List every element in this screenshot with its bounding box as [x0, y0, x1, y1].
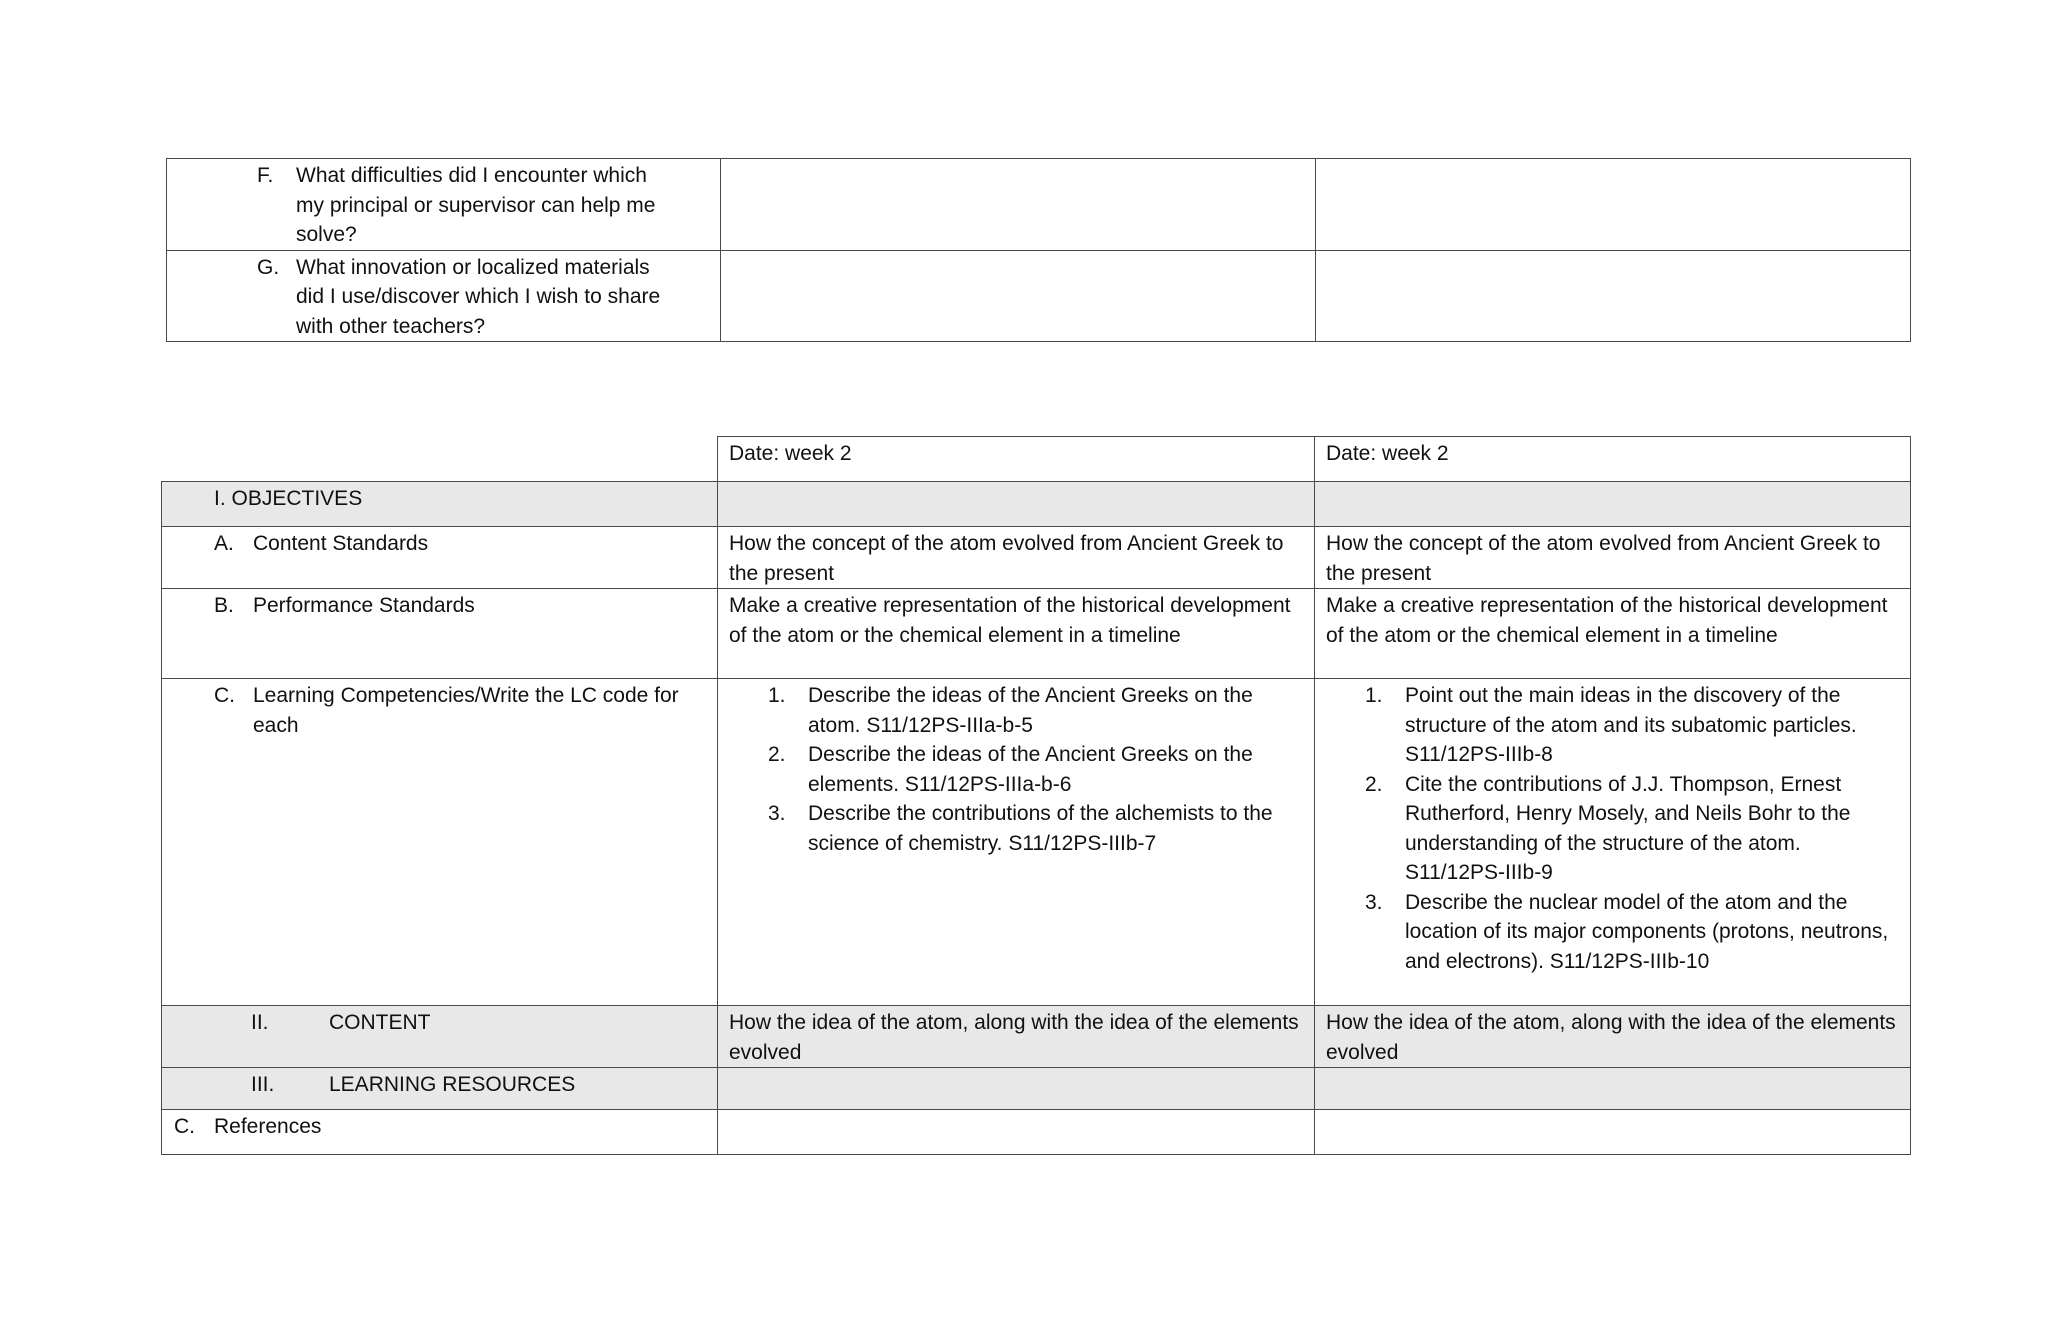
- date-header-row: [162, 437, 1911, 482]
- reflection-answer-cell[interactable]: [1316, 159, 1911, 251]
- list-item: [768, 740, 1303, 799]
- learning-competencies-label-cell: [162, 679, 718, 1006]
- date-cell: Date: week 2: [1315, 437, 1911, 482]
- content-standards-label-cell: [162, 527, 718, 589]
- objectives-cell[interactable]: [718, 482, 1315, 527]
- learning-competencies-cell: [718, 679, 1315, 1006]
- content-cell: How the idea of the atom, along with the idea of the elements evolved: [1315, 1006, 1911, 1068]
- learning-resources-label-cell: [162, 1068, 718, 1110]
- list-number: 1.: [768, 684, 786, 707]
- list-number: 3.: [1365, 890, 1383, 914]
- reflection-answer-cell[interactable]: [1316, 250, 1911, 342]
- content-standards-label: Content Standards: [253, 532, 429, 555]
- objectives-heading: I. OBJECTIVES: [162, 482, 718, 527]
- list-item: [768, 681, 1303, 740]
- reflection-answer-cell[interactable]: [721, 250, 1316, 342]
- performance-standards-row: [162, 589, 1911, 679]
- list-number: 2.: [768, 743, 786, 766]
- reflection-answer-cell[interactable]: [721, 159, 1316, 251]
- item-marker: A.: [214, 532, 234, 555]
- reflection-question-cell: [167, 250, 721, 342]
- content-cell: How the idea of the atom, along with the idea of the elements evolved: [718, 1006, 1315, 1068]
- content-standards-cell: How the concept of the atom evolved from Ancient Greek to the present: [718, 527, 1315, 589]
- content-label: CONTENT: [329, 1011, 431, 1034]
- learning-resources-cell[interactable]: [1315, 1068, 1911, 1110]
- references-cell[interactable]: [1315, 1110, 1911, 1155]
- learning-competencies-cell: [1315, 679, 1911, 1006]
- list-number: 1.: [1365, 684, 1383, 707]
- content-standards-row: [162, 527, 1911, 589]
- competency-list: [1365, 681, 1896, 976]
- learning-competencies-label: Learning Competencies/Write the LC code for each: [253, 684, 679, 737]
- item-marker: C.: [214, 684, 235, 707]
- item-marker: G.: [257, 255, 280, 279]
- list-item: [1365, 681, 1896, 770]
- competency-text: Describe the nuclear model of the atom and the location of its major components (protons, neutrons, and electrons). S11/12PS-IIIb-10: [1405, 890, 1889, 973]
- performance-standards-label: Performance Standards: [253, 594, 475, 617]
- list-item: [1365, 770, 1896, 888]
- item-marker: C.: [174, 1115, 195, 1138]
- item-marker: B.: [214, 594, 234, 617]
- content-row: [162, 1006, 1911, 1068]
- learning-resources-cell[interactable]: [718, 1068, 1315, 1110]
- learning-resources-label: LEARNING RESOURCES: [329, 1073, 576, 1096]
- list-item: [1365, 888, 1896, 977]
- reflection-row-g: [167, 250, 1911, 342]
- competency-text: Describe the ideas of the Ancient Greeks on the atom. S11/12PS-IIIa-b-5: [808, 684, 1253, 737]
- objectives-cell[interactable]: [1315, 482, 1911, 527]
- reflection-question-text: What innovation or localized materials did I use/discover which I wish to share with other teachers?: [296, 255, 661, 338]
- date-cell: Date: week 2: [718, 437, 1315, 482]
- competency-text: Describe the ideas of the Ancient Greeks on the elements. S11/12PS-IIIa-b-6: [808, 743, 1253, 796]
- references-row: [162, 1110, 1911, 1155]
- learning-competencies-row: [162, 679, 1911, 1006]
- performance-standards-cell: Make a creative representation of the historical development of the atom or the chemical element in a timeline: [1315, 589, 1911, 679]
- references-label: References: [214, 1115, 322, 1138]
- roman-marker: III.: [251, 1073, 275, 1096]
- reflection-row-f: [167, 159, 1911, 251]
- reflection-table: [166, 158, 1911, 342]
- reflection-question-cell: [167, 159, 721, 251]
- item-marker: F.: [257, 164, 274, 187]
- list-number: 3.: [768, 802, 786, 825]
- competency-text: Point out the main ideas in the discovery of the structure of the atom and its subatomic particles. S11/12PS-IIIb-8: [1405, 684, 1857, 766]
- list-item: [768, 799, 1303, 858]
- objectives-row: [162, 482, 1911, 527]
- references-label-cell: [162, 1110, 718, 1155]
- lesson-plan-table: [161, 436, 1911, 1155]
- list-number: 2.: [1365, 772, 1383, 796]
- content-label-cell: [162, 1006, 718, 1068]
- competency-text: Cite the contributions of J.J. Thompson, Ernest Rutherford, Henry Mosely, and Neils Bohr to the understanding of the structure of the atom. S11/12PS-IIIb-9: [1405, 772, 1851, 884]
- reflection-question-text: What difficulties did I encounter which my principal or supervisor can help me solve?: [296, 164, 656, 246]
- roman-marker: II.: [251, 1011, 269, 1034]
- performance-standards-cell: Make a creative representation of the historical development of the atom or the chemical element in a timeline: [718, 589, 1315, 679]
- competency-list: [768, 681, 1303, 858]
- learning-resources-row: [162, 1068, 1911, 1110]
- references-cell[interactable]: [718, 1110, 1315, 1155]
- header-blank-cell: [162, 437, 718, 482]
- performance-standards-label-cell: [162, 589, 718, 679]
- competency-text: Describe the contributions of the alchemists to the science of chemistry. S11/12PS-IIIb-7: [808, 802, 1273, 855]
- content-standards-cell: How the concept of the atom evolved from Ancient Greek to the present: [1315, 527, 1911, 589]
